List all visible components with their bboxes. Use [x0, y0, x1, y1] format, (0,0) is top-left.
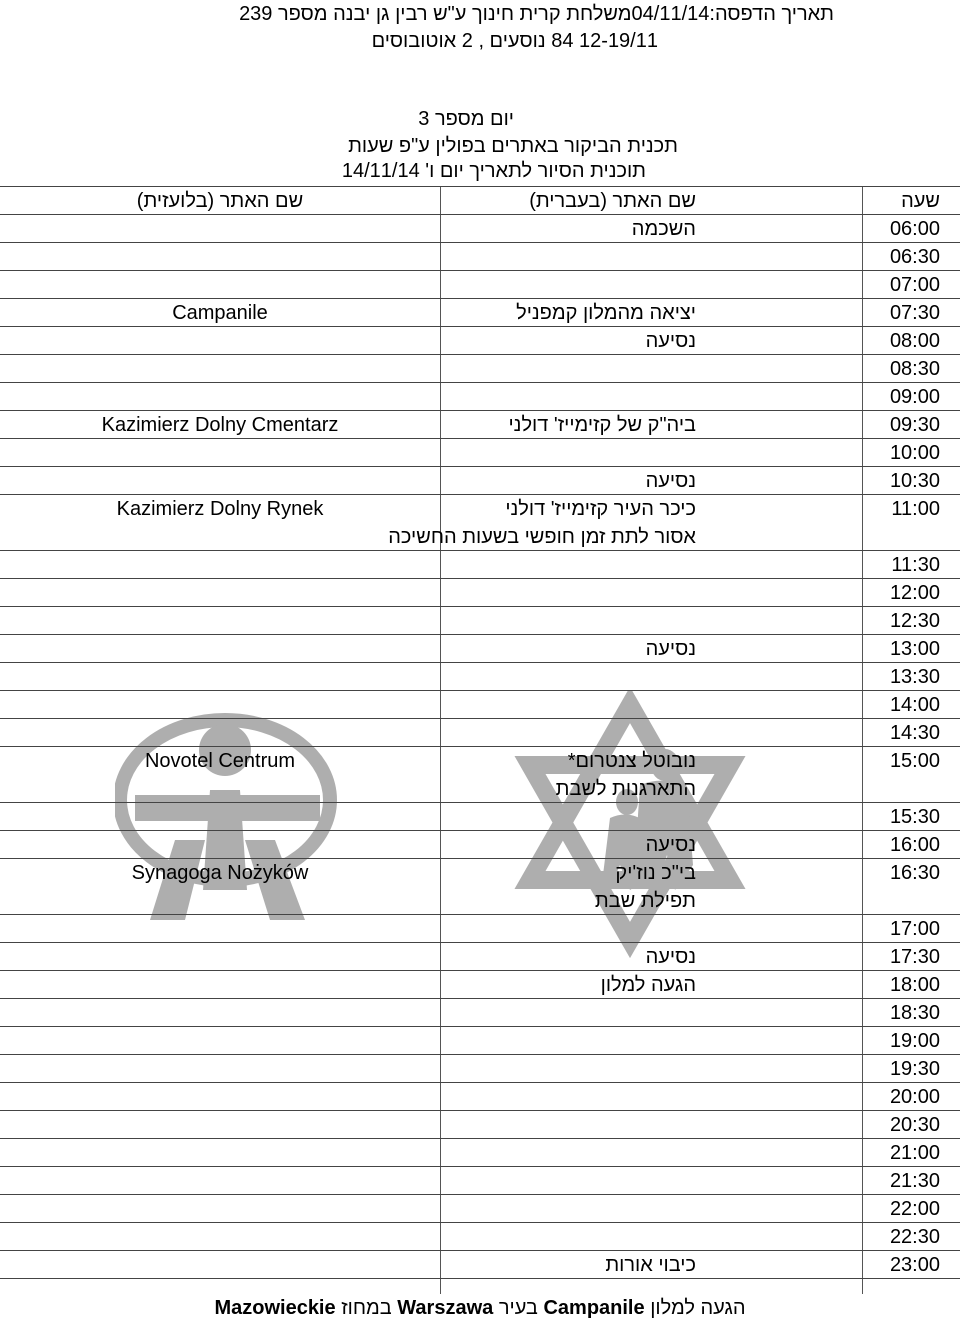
row-time: 11:30 — [891, 554, 940, 576]
row-site-latin: Campanile — [172, 302, 268, 324]
footer-hotel: Campanile — [543, 1297, 645, 1319]
row-time: 21:00 — [889, 1142, 940, 1164]
row-time: 20:30 — [889, 1114, 940, 1136]
footer-region: Mazowieckie — [214, 1297, 336, 1319]
row-time: 19:00 — [889, 1030, 940, 1052]
table-row — [0, 998, 960, 1027]
row-site-hebrew: נסיעה — [645, 638, 696, 660]
table-row — [0, 494, 960, 551]
row-site-hebrew: כיבוי אורות — [605, 1254, 696, 1276]
row-time: 06:00 — [889, 218, 940, 240]
row-time: 17:30 — [889, 946, 940, 968]
row-time: 18:00 — [889, 974, 940, 996]
row-time: 09:30 — [889, 414, 940, 436]
table-row — [0, 354, 960, 383]
day-label: יום מספר 3 — [418, 108, 514, 130]
table-row — [0, 1138, 960, 1167]
row-site-hebrew: נסיעה — [645, 946, 696, 968]
table-row — [0, 690, 960, 719]
row-time: 17:00 — [889, 918, 940, 940]
row-time: 10:30 — [889, 470, 940, 492]
row-time: 07:30 — [889, 302, 940, 324]
table-row — [0, 298, 960, 327]
print-header-line: תאריך הדפסה:04/11/14משלחת קרית חינוך ע"ש רבין גן יבנה מספר 239 — [239, 3, 834, 25]
footer-city: Warszawa — [397, 1297, 494, 1319]
table-row — [0, 1026, 960, 1055]
row-site-latin: Kazimierz Dolny Rynek — [116, 498, 324, 520]
row-time: 06:30 — [889, 246, 940, 268]
column-header-latin: שם האתר (בלועזית) — [136, 190, 304, 212]
row-site-hebrew: נובוטל צנטרום* — [567, 750, 696, 772]
table-row — [0, 242, 960, 271]
row-time: 22:30 — [889, 1226, 940, 1248]
table-row — [0, 662, 960, 691]
row-time: 10:00 — [889, 442, 940, 464]
row-time: 19:30 — [889, 1058, 940, 1080]
table-row — [0, 746, 960, 803]
table-row — [0, 382, 960, 411]
row-time: 15:30 — [889, 806, 940, 828]
row-time: 15:00 — [889, 750, 940, 772]
table-row — [0, 438, 960, 467]
schedule-table — [0, 186, 960, 1294]
table-row — [0, 326, 960, 355]
column-header-time: שעה — [901, 190, 940, 212]
table-row — [0, 1194, 960, 1223]
table-row — [0, 1110, 960, 1139]
table-row — [0, 466, 960, 495]
footer-mid1: בעיר — [498, 1297, 538, 1319]
row-site-hebrew: בי"כ נוז'יק — [615, 862, 696, 884]
table-row — [0, 270, 960, 299]
table-row — [0, 1166, 960, 1195]
footer-prefix: הגעה למלון — [650, 1297, 746, 1319]
table-row — [0, 1082, 960, 1111]
table-row — [0, 718, 960, 747]
plan-title: תכנית הביקור באתרים בפולין ע"פ שעות — [348, 135, 678, 157]
table-row — [0, 550, 960, 579]
table-row — [0, 578, 960, 607]
row-time: 13:30 — [889, 666, 940, 688]
row-time: 23:00 — [889, 1254, 940, 1276]
table-row — [0, 606, 960, 635]
table-header-row — [0, 186, 960, 215]
table-row — [0, 858, 960, 915]
table-row — [0, 914, 960, 943]
row-time: 11:00 — [891, 498, 940, 520]
table-row — [0, 830, 960, 859]
row-site-hebrew: נסיעה — [645, 330, 696, 352]
column-header-hebrew: שם האתר (בעברית) — [529, 190, 696, 212]
row-time: 07:00 — [889, 274, 940, 296]
row-time: 16:30 — [889, 862, 940, 884]
table-row — [0, 410, 960, 439]
row-time: 13:00 — [889, 638, 940, 660]
row-site-hebrew: נסיעה — [645, 834, 696, 856]
row-time: 14:30 — [889, 722, 940, 744]
table-row — [0, 942, 960, 971]
row-time: 12:00 — [889, 582, 940, 604]
row-site-latin: Novotel Centrum — [144, 750, 296, 772]
table-row — [0, 970, 960, 999]
row-site-hebrew: ביה"ק של קזימייז' דולני — [508, 414, 696, 436]
row-site-latin: Synagoga Nożyków — [131, 862, 309, 884]
row-site-hebrew: יציאה מהמלון קמפניל — [516, 302, 696, 324]
footer-mid2: במחוז — [341, 1297, 392, 1319]
plan-date: תוכנית הסיור לתאריך יום ו' 14/11/14 — [341, 160, 646, 182]
row-site-latin: Kazimierz Dolny Cmentarz — [101, 414, 339, 436]
row-time: 08:30 — [889, 358, 940, 380]
row-time: 09:00 — [889, 386, 940, 408]
table-row — [0, 634, 960, 663]
row-time: 12:30 — [889, 610, 940, 632]
row-time: 22:00 — [889, 1198, 940, 1220]
row-site-hebrew: כיכר העיר קזימייז' דולני — [505, 498, 696, 520]
row-time: 14:00 — [889, 694, 940, 716]
table-bottom-border — [0, 1278, 960, 1279]
arrival-footer — [0, 1294, 960, 1322]
table-row — [0, 1222, 960, 1251]
row-time: 18:30 — [889, 1002, 940, 1024]
row-time: 21:30 — [889, 1170, 940, 1192]
row-note-hebrew: אסור לתת זמן חופשי בשעות החשיכה — [388, 526, 696, 548]
row-note-hebrew: תפילת שבת — [594, 890, 696, 912]
row-site-hebrew: השכמה — [631, 218, 696, 240]
trip-dates-line: 12-19/11 84 נוסעים , 2 אוטובוסים — [371, 30, 658, 52]
row-site-hebrew: נסיעה — [645, 470, 696, 492]
table-row — [0, 214, 960, 243]
row-site-hebrew: הגעה למלון — [600, 974, 696, 996]
row-note-hebrew: התארגנות לשבת — [555, 778, 696, 800]
table-row — [0, 1250, 960, 1279]
row-time: 08:00 — [889, 330, 940, 352]
row-time: 16:00 — [889, 834, 940, 856]
table-row — [0, 802, 960, 831]
table-row — [0, 1054, 960, 1083]
row-time: 20:00 — [889, 1086, 940, 1108]
